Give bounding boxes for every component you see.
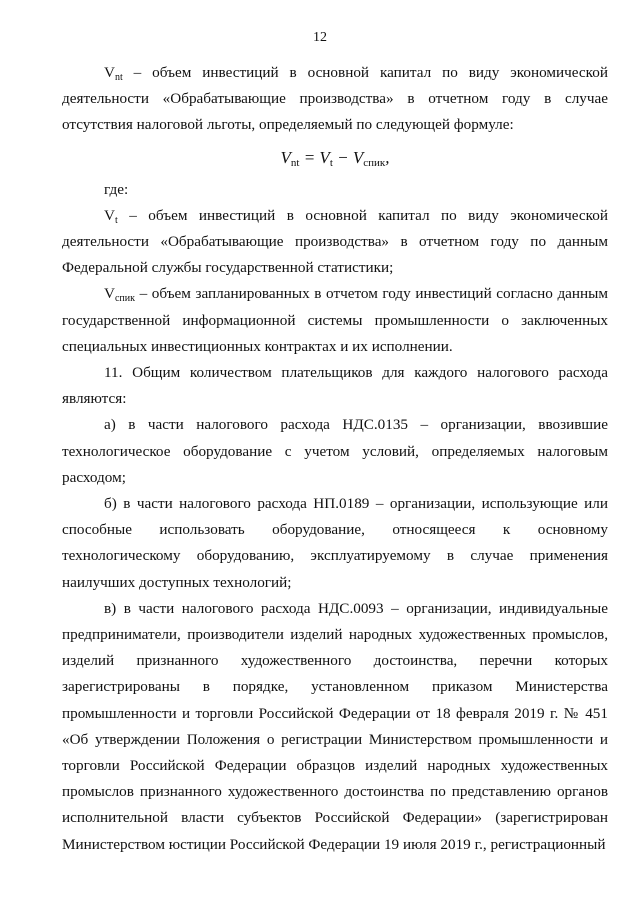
formula-minus: − xyxy=(332,147,353,167)
formula-term1-subscript: t xyxy=(329,156,333,169)
paragraph-vt-definition xyxy=(62,203,608,282)
formula-end: , xyxy=(385,147,390,167)
where-label: где: xyxy=(104,180,129,198)
paragraph-vnt-definition xyxy=(62,60,608,139)
paragraph-item-a: а) в части налогового расхода НДС.0135 – организации, ввозившие технологическое оборудование с учетом условий, определяемых налоговым расходом; xyxy=(62,416,608,486)
variable-v: V xyxy=(104,206,115,224)
formula-term2: V xyxy=(352,147,364,167)
formula-lhs-subscript: nt xyxy=(290,156,300,169)
paragraph-text: – объем запланированных в отчетом году инвестиций согласно данным государственной информационной системы промышленности о заключенных специальных инвестиционных контрактах и их исполнении. xyxy=(62,285,608,355)
document-body xyxy=(62,60,608,858)
formula-lhs: V xyxy=(280,147,291,167)
paragraph-item-b: б) в части налогового расхода НП.0189 – организации, использующие или способные использовать оборудование, относящееся к основному технологическому оборудованию, эксплуатируемому в случае применения наилучших доступных технологий; xyxy=(62,495,608,591)
variable-v: V xyxy=(104,64,115,81)
variable-v: V xyxy=(104,285,115,303)
paragraph-item-11: 11. Общим количеством плательщиков для каждого налогового расхода являются: xyxy=(62,364,608,408)
variable-subscript: nt xyxy=(114,72,123,83)
formula-term2-subscript: спик xyxy=(363,156,386,169)
formula xyxy=(62,143,608,173)
page-number: 12 xyxy=(313,30,327,45)
paragraph-vspik-definition xyxy=(62,281,608,360)
variable-subscript: спик xyxy=(114,293,135,305)
formula-equals: = xyxy=(299,147,320,167)
paragraph-text: – объем инвестиций в основной капитал по виду экономической деятельности «Обрабатывающие производства» в отчетном году в случае отсутствия налоговой льготы, определяемый по следующей формуле: xyxy=(62,64,608,134)
paragraph-item-v: в) в части налогового расхода НДС.0093 – организации, индивидуальные предприниматели, производители изделий народных художественных промыслов, изделий признанного художественного достоинства, перечни которых зарегистрированы в порядке, установленном приказом Министерства промышленности и торговли Российской Федерации от 18 февраля 2019 г. № 451 «Об утверждении Положения о регистрации Министерством промышленности и торговли Российской Федерации образцов изделий народных художественных промыслов признанного художественного достоинства по представлению органов исполнительной власти субъектов Российской Федерации» (зарегистрирован Министерством юстиции Российской Федерации 19 июля 2019 г., регистрационный xyxy=(62,599,608,853)
formula-term1: V xyxy=(319,147,330,167)
variable-subscript: t xyxy=(114,214,118,226)
paragraph-text: – объем инвестиций в основной капитал по виду экономической деятельности «Обрабатывающие производства» в отчетном году по данным Федеральной службы государственной статистики; xyxy=(62,206,608,277)
